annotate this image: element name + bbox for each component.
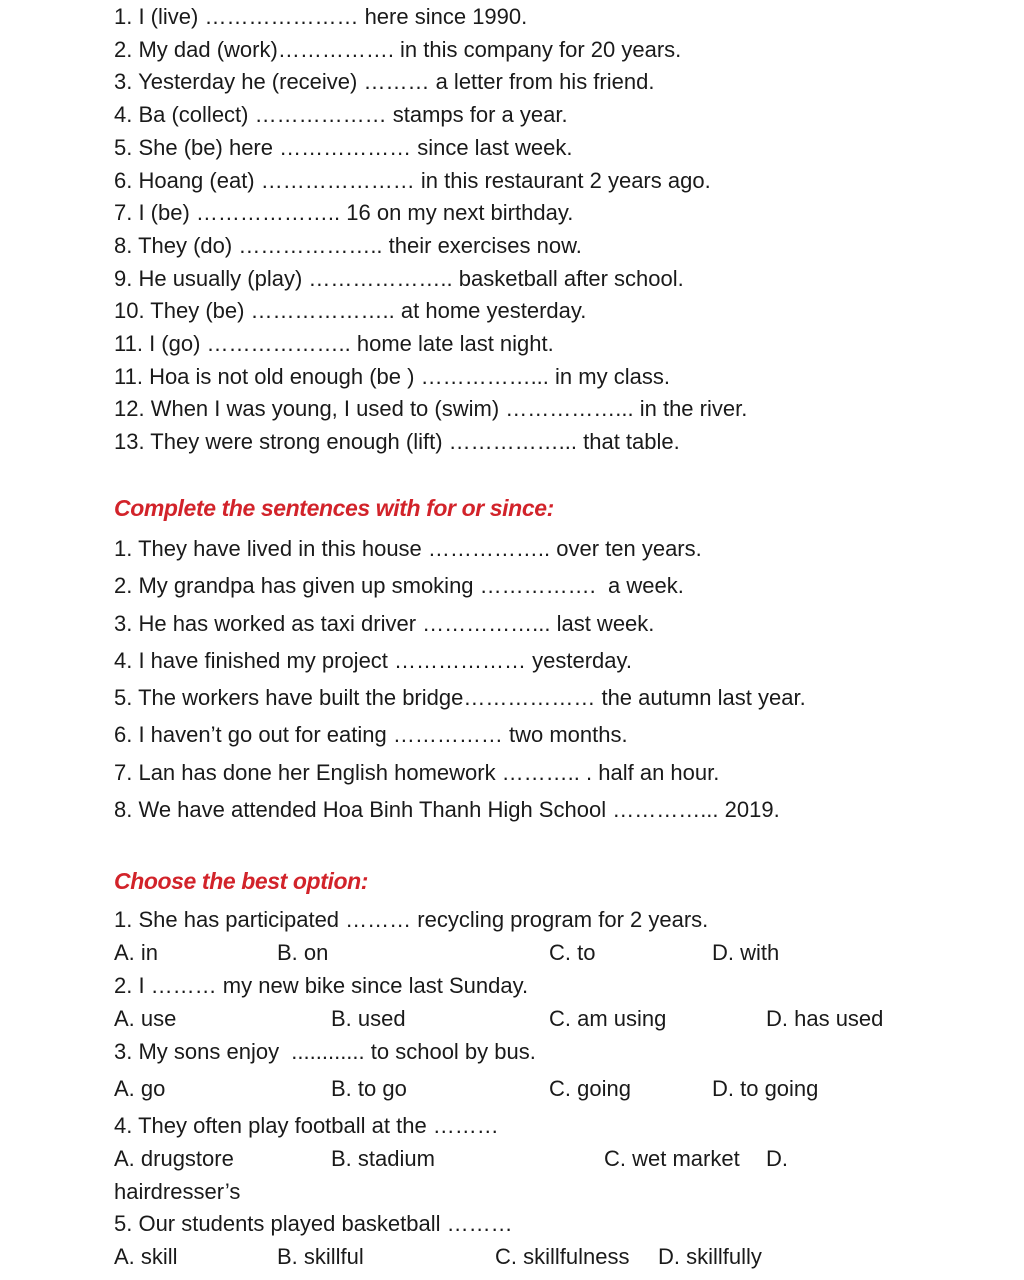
option-a: A. skill	[114, 1244, 178, 1269]
exercise-item: 5. She (be) here ……………… since last week.	[114, 134, 573, 160]
option-b: B. skillful	[277, 1244, 364, 1269]
exercise-item: 10. They (be) ……………….. at home yesterday.	[114, 298, 587, 324]
exercise-item: 1. They have lived in this house …………….. over ten years.	[114, 536, 702, 561]
question-text: 2. I ……… my new bike since last Sunday.	[114, 973, 529, 998]
exercise-item: 7. I (be) ……………….. 16 on my next birthday.	[114, 200, 574, 226]
option-d: D. with	[712, 940, 780, 965]
option-a: A. in	[114, 940, 159, 965]
exercise-item: 5. The workers have built the bridge……………… the autumn last year.	[114, 685, 806, 711]
verb-exercise-list	[114, 1, 747, 459]
exercise-item: 4. I have finished my project ……………… yesterday.	[114, 647, 632, 673]
exercise-item: 9. He usually (play) ……………….. basketball after school.	[114, 265, 684, 291]
option-c: C. wet market	[604, 1146, 740, 1171]
exercise-item: 11. I (go) ……………….. home late last night.	[114, 331, 554, 357]
option-d: D.	[766, 1146, 788, 1171]
exercise-item: 3. He has worked as taxi driver ……………... last week.	[114, 610, 655, 636]
exercise-item: 3. Yesterday he (receive) ……… a letter from his friend.	[114, 69, 655, 95]
option-d: D. has used	[766, 1006, 884, 1031]
option-a: A. drugstore	[114, 1146, 234, 1171]
for-since-list	[114, 530, 806, 828]
question-text: 3. My sons enjoy ............ to school by bus.	[114, 1039, 536, 1064]
exercise-item: 6. I haven’t go out for eating …………… two months.	[114, 722, 628, 748]
exercise-item: 8. They (do) ……………….. their exercises now.	[114, 232, 582, 258]
option-d: D. skillfully	[658, 1244, 762, 1269]
question-text: 4. They often play football at the ………	[114, 1113, 499, 1138]
option-b: B. stadium	[331, 1146, 435, 1171]
exercise-item: 6. Hoang (eat) ………………… in this restaurant 2 years ago.	[114, 167, 711, 193]
option-d-wrap: hairdresser’s	[114, 1179, 241, 1204]
exercise-item: 1. I (live) ………………… here since 1990.	[114, 4, 528, 29]
option-c: C. to	[549, 940, 596, 965]
option-a: A. go	[114, 1076, 166, 1101]
option-b: B. used	[331, 1006, 406, 1031]
for-since-heading: Complete the sentences with for or since:	[114, 495, 554, 521]
exercise-item: 4. Ba (collect) ……………… stamps for a year.	[114, 102, 568, 128]
exercise-item: 12. When I was young, I used to (swim) ……………... in the river.	[114, 396, 748, 422]
question-text: 1. She has participated ……… recycling program for 2 years.	[114, 907, 709, 932]
choose-option-heading: Choose the best option:	[114, 868, 369, 894]
option-b: B. to go	[331, 1076, 407, 1101]
question-text: 5. Our students played basketball ………	[114, 1211, 513, 1236]
option-c: C. going	[549, 1076, 631, 1101]
exercise-item: 7. Lan has done her English homework ……….. . half an hour.	[114, 759, 720, 785]
option-b: B. on	[277, 940, 329, 965]
option-c: C. skillfulness	[495, 1244, 630, 1269]
exercise-item: 8. We have attended Hoa Binh Thanh High School …………... 2019.	[114, 797, 780, 823]
exercise-item: 2. My grandpa has given up smoking ……………. a week.	[114, 573, 684, 599]
option-d: D. to going	[712, 1076, 819, 1101]
exercise-item: 13. They were strong enough (lift) ……………... that table.	[114, 429, 680, 455]
exercise-item: 11. Hoa is not old enough (be ) ……………... in my class.	[114, 363, 670, 389]
option-c: C. am using	[549, 1006, 667, 1031]
exercise-item: 2. My dad (work)……………. in this company for 20 years.	[114, 36, 682, 62]
option-a: A. use	[114, 1006, 177, 1031]
